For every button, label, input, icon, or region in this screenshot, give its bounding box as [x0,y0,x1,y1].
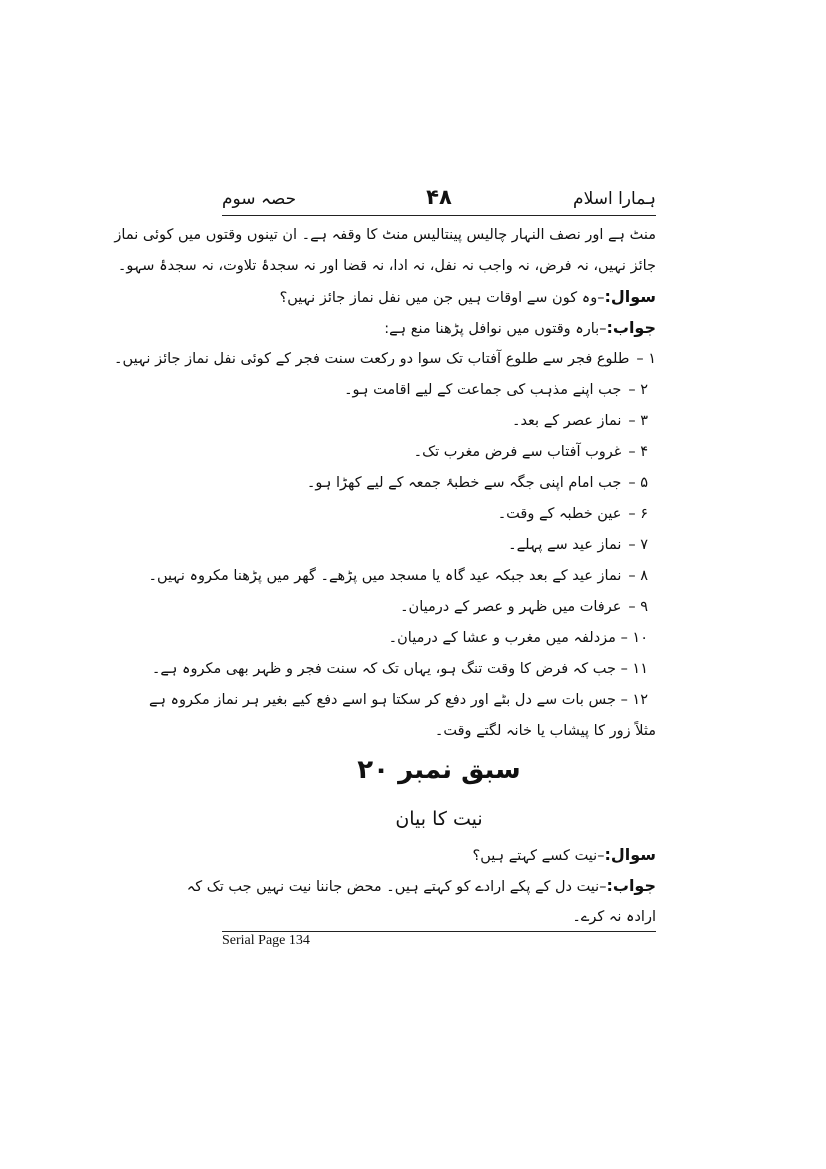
list-text: نماز عید کے بعد جبکہ عید گاہ یا مسجد میں پڑھے۔ گھر میں پڑھنا مکروہ نہیں۔ [148,568,622,584]
list-item [222,623,656,653]
question-label: سوال: [604,845,656,864]
question-text: –نیت کسے کہتے ہیں؟ [472,848,605,864]
list-item [222,499,656,529]
list-item [114,344,656,374]
answer-text: –نیت دل کے پکے ارادے کو کہتے ہیں۔ محض جاننا نیت نہیں جب تک کہ [186,879,607,895]
list-text: جب امام اپنی جگہ سے خطبۂ جمعہ کے لیے کھڑا ہو۔ [306,475,622,491]
list-number: ۵ – [628,475,648,491]
answer-label: جواب: [606,318,656,337]
list-item [148,561,656,591]
question-text: –وہ کون سے اوقات ہیں جن میں نفل نماز جائز نہیں؟ [279,290,605,306]
list-item [151,654,656,684]
part-label: حصہ سوم [222,189,297,209]
answer-label: جواب: [606,876,656,895]
list-continuation: مثلاً زور کا پیشاب یا خانہ لگتے وقت۔ [434,723,656,739]
list-number: ۳ – [628,413,648,429]
question-line [222,282,656,312]
answer-line [222,313,656,343]
lesson-subtitle: نیت کا بیان [395,808,483,830]
list-text: نماز عصر کے بعد۔ [511,413,622,429]
list-text: عرفات میں ظہر و عصر کے درمیان۔ [400,599,622,615]
header-rule [222,215,656,216]
list-text: نماز عید سے پہلے۔ [508,537,622,553]
list-number: ۷ – [628,537,648,553]
answer-continuation: ارادہ نہ کرے۔ [572,909,656,925]
page-number: ۴۸ [426,185,452,209]
answer-text: –بارہ وقتوں میں نوافل پڑھنا منع ہے: [384,321,607,337]
question-line [222,840,656,870]
list-text: جس بات سے دل بٹے اور دفع کر سکتا ہو اسے دفع کیے بغیر ہر نماز مکروہ ہے [148,692,616,708]
list-number: ۴ – [628,444,648,460]
list-number: ۱۱ – [620,661,648,677]
list-number: ۱۲ – [620,692,648,708]
paragraph-line: جائز نہیں، نہ فرض، نہ واجب نہ نفل، نہ ادا، نہ قضا اور نہ سجدۂ تلاوت، نہ سجدۂ سہو۔ [117,258,656,274]
list-number: ۶ – [628,506,648,522]
list-text: جب اپنے مذہب کی جماعت کے لیے اقامت ہو۔ [344,382,622,398]
list-text: مزدلفہ میں مغرب و عشا کے درمیان۔ [388,630,616,646]
list-number: ۸ – [628,568,648,584]
list-item [222,375,656,405]
page-header [222,185,656,214]
list-number: ۱ – [636,351,656,367]
list-item [222,406,656,436]
serial-page-label: Serial Page 134 [222,933,310,948]
list-number: ۹ – [628,599,648,615]
list-item [222,468,656,498]
list-text: غروب آفتاب سے فرض مغرب تک۔ [413,444,622,460]
lesson-title: سبق نمبر ۲۰ [357,755,521,785]
list-number: ۱۰ – [620,630,648,646]
list-item [148,685,656,715]
list-item [222,530,656,560]
footer-rule [222,931,656,932]
list-item [222,437,656,467]
paragraph-line: منٹ ہے اور نصف النہار چالیس پینتالیس منٹ کا وقفہ ہے۔ ان تینوں وقتوں میں کوئی نماز [114,227,656,243]
answer-line [186,871,656,901]
list-text: طلوع فجر سے طلوع آفتاب تک سوا دو رکعت سنت فجر کے کوئی نفل نماز جائز نہیں۔ [114,351,630,367]
question-label: سوال: [604,287,656,306]
list-number: ۲ – [628,382,648,398]
list-item [222,592,656,622]
list-text: جب کہ فرض کا وقت تنگ ہو، یہاں تک کہ سنت فجر و ظہر بھی مکروہ ہے۔ [151,661,616,677]
book-title: ہمارا اسلام [573,189,656,209]
list-text: عین خطبہ کے وقت۔ [497,506,622,522]
